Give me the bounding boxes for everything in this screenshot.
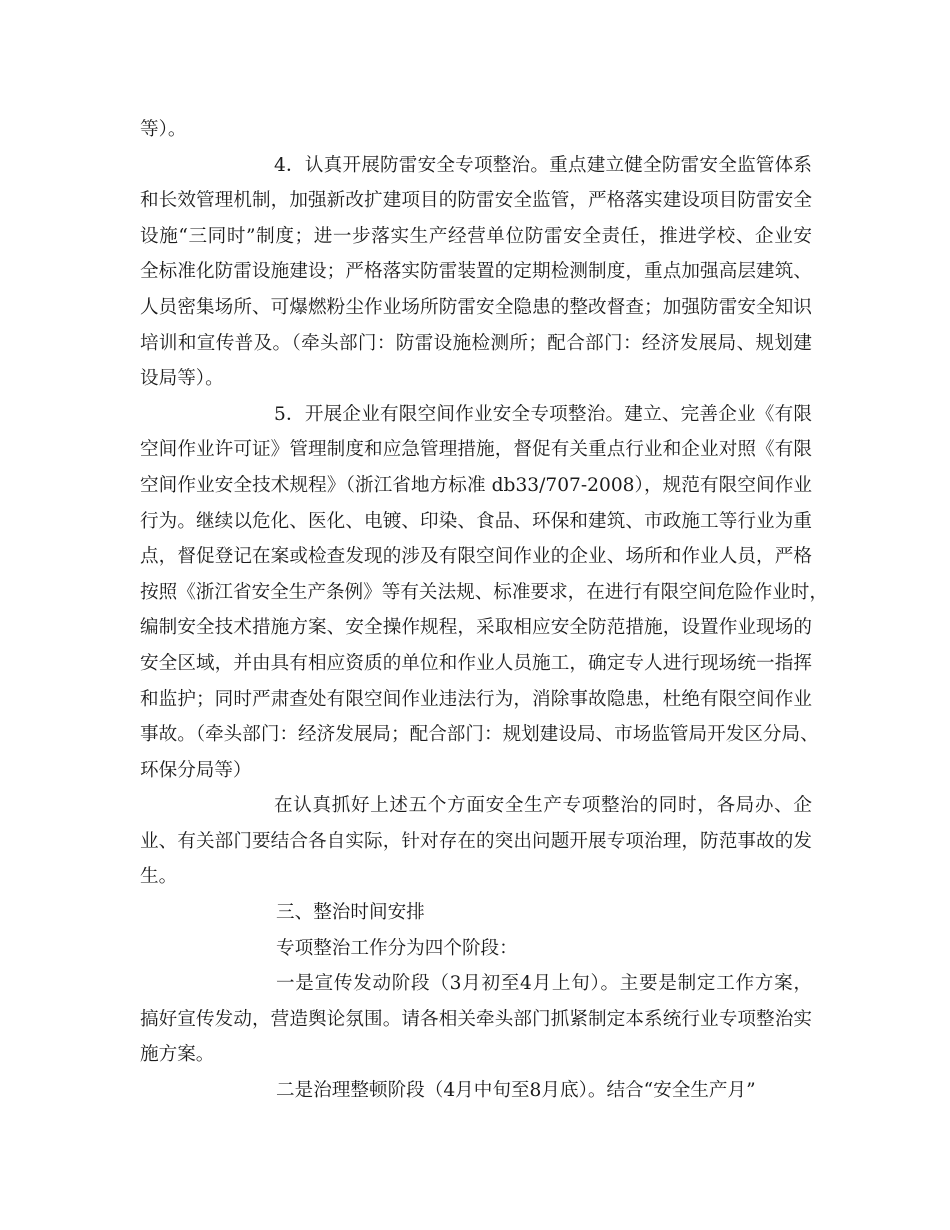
text-line: 空间作业许可证》管理制度和应急管理措施，督促有关重点行业和企业对照《有限 <box>140 439 812 461</box>
section-3-heading: 三、整治时间安排 <box>276 902 425 924</box>
text-line: 设施“三同时”制度；进一步落实生产经营单位防雷安全责任，推进学校、企业安 <box>140 225 812 247</box>
text-line: 和监护；同时严肃查处有限空间作业违法行为，消除事故隐患，杜绝有限空间作业 <box>140 688 812 710</box>
text-line: 和长效管理机制，加强新改扩建项目的防雷安全监管，严格落实建设项目防雷安全 <box>140 190 812 212</box>
text-line: 人员密集场所、可爆燃粉尘作业场所防雷安全隐患的整改督查；加强防雷安全知识 <box>140 296 812 318</box>
text-line: 等）。 <box>140 119 187 140</box>
text-line: 生。 <box>140 866 178 888</box>
text-line: 编制安全技术措施方案、安全操作规程，采取相应安全防范措施，设置作业现场的 <box>140 617 812 639</box>
text-line: 环保分局等） <box>140 759 252 781</box>
text-line: 施方案。 <box>140 1044 215 1066</box>
paragraph-first-line: 专项整治工作分为四个阶段： <box>276 937 518 959</box>
text-line: 搞好宣传发动，营造舆论氛围。请各相关牵头部门抓紧制定本系统行业专项整治实 <box>140 1008 812 1030</box>
text-line: 全标准化防雷设施建设；严格落实防雷装置的定期检测制度，重点加强高层建筑、 <box>140 261 812 283</box>
paragraph-first-line: 二是治理整顿阶段（4月中旬至8月底）。结合“安全生产月” <box>276 1080 756 1102</box>
paragraph-first-line: 在认真抓好上述五个方面安全生产专项整治的同时，各局办、企 <box>274 795 812 817</box>
text-line: 空间作业安全技术规程》（浙江省地方标准 db33/707-2008），规范有限空间作业 <box>140 474 812 496</box>
text-line: 行为。继续以危化、医化、电镀、印染、食品、环保和建筑、市政施工等行业为重 <box>140 510 812 532</box>
text-line: 事故。（牵头部门：经济发展局；配合部门：规划建设局、市场监管局开发区分局、 <box>140 724 819 746</box>
text-line: 业、有关部门要结合各自实际，针对存在的突出问题开展专项治理，防范事故的发 <box>140 830 812 852</box>
section-5-heading-line: 5．开展企业有限空间作业安全专项整治。建立、完善企业《有限 <box>274 403 812 425</box>
section-4-heading-line: 4．认真开展防雷安全专项整治。重点建立健全防雷安全监管体系 <box>274 154 812 176</box>
paragraph-first-line: 一是宣传发动阶段（3月初至4月上旬）。主要是制定工作方案， <box>276 973 812 995</box>
document-body <box>140 112 828 1109</box>
text-line: 点，督促登记在案或检查发现的涉及有限空间作业的企业、场所和作业人员，严格 <box>140 546 812 568</box>
text-line: 设局等）。 <box>140 368 224 390</box>
text-line: 培训和宣传普及。（牵头部门：防雷设施检测所；配合部门：经济发展局、规划建 <box>140 332 812 354</box>
text-line: 按照《浙江省安全生产条例》等有关法规、标准要求，在进行有限空间危险作业时， <box>140 581 828 603</box>
text-line: 安全区域，并由具有相应资质的单位和作业人员施工，确定专人进行现场统一指挥 <box>140 652 812 674</box>
